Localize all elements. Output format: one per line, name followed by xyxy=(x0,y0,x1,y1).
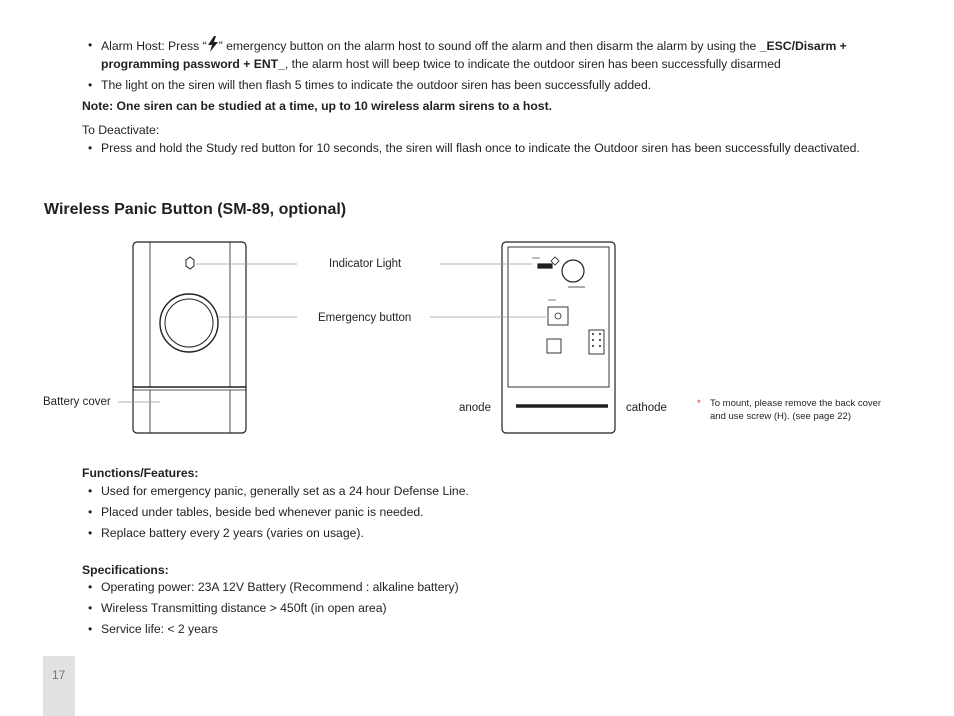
lightning-icon xyxy=(207,36,219,52)
alarm-host-text-1: Alarm Host: Press “ xyxy=(101,39,207,53)
deactivate-item: Press and hold the Study red button for 10 seconds, the siren will flash once to indicate the Outdoor siren has been successfully deactivated. xyxy=(101,141,860,155)
specifications-item: Wireless Transmitting distance > 450ft (in open area) xyxy=(101,601,387,615)
functions-item: Placed under tables, beside bed whenever panic is needed. xyxy=(101,505,424,519)
alarm-host-bold-1: _ESC/Disarm + xyxy=(759,39,847,53)
bullet: • xyxy=(88,526,93,540)
front-view xyxy=(133,242,246,433)
mount-note-line-1: To mount, please remove the back cover xyxy=(710,398,882,409)
bullet: • xyxy=(88,78,93,92)
alarm-host-line-2 xyxy=(101,55,781,74)
emergency-button-icon xyxy=(160,294,218,352)
alarm-host-text-2: ” emergency button on the alarm host to sound off the alarm and then disarm the alarm by using the xyxy=(218,39,760,53)
bullet: • xyxy=(88,505,93,519)
page-number-tab xyxy=(43,656,75,716)
note-text: Note: One siren can be studied at a time, up to 10 wireless alarm sirens to a host. xyxy=(82,99,553,113)
battery-cover-label: Battery cover xyxy=(43,396,111,408)
bullet: • xyxy=(88,484,93,498)
specifications-item: Service life: < 2 years xyxy=(101,622,218,636)
cathode-label: cathode xyxy=(626,402,667,414)
anode-label: anode xyxy=(459,402,491,414)
back-view xyxy=(502,242,615,433)
mount-note-line-2: and use screw (H). (see page 22) xyxy=(710,411,851,422)
page-number: 17 xyxy=(52,668,66,682)
indicator-light-label: Indicator Light xyxy=(329,258,402,270)
bullet: • xyxy=(88,622,93,636)
bullet: • xyxy=(88,38,93,52)
deactivate-heading: To Deactivate: xyxy=(82,123,160,137)
emergency-button-label: Emergency button xyxy=(318,312,412,324)
alarm-host-bold-2: programming password + ENT_ xyxy=(101,57,285,71)
alarm-host-line-1 xyxy=(101,36,847,56)
specifications-item: Operating power: 23A 12V Battery (Recommend : alkaline battery) xyxy=(101,580,459,594)
functions-item: Used for emergency panic, generally set as a 24 hour Defense Line. xyxy=(101,484,469,498)
mount-note-asterisk: * xyxy=(697,398,701,409)
specifications-heading: Specifications: xyxy=(82,563,169,577)
section-title: Wireless Panic Button (SM-89, optional) xyxy=(44,201,347,218)
bullet: • xyxy=(88,601,93,615)
siren-flash-text: The light on the siren will then flash 5 times to indicate the outdoor siren has been successfully added. xyxy=(101,78,652,92)
bullet: • xyxy=(88,580,93,594)
functions-item: Replace battery every 2 years (varies on usage). xyxy=(101,526,364,540)
bullet: • xyxy=(88,141,93,155)
functions-heading: Functions/Features: xyxy=(82,466,199,480)
alarm-host-text-3: , the alarm host will beep twice to indicate the outdoor siren has been successfully disarmed xyxy=(284,57,781,71)
